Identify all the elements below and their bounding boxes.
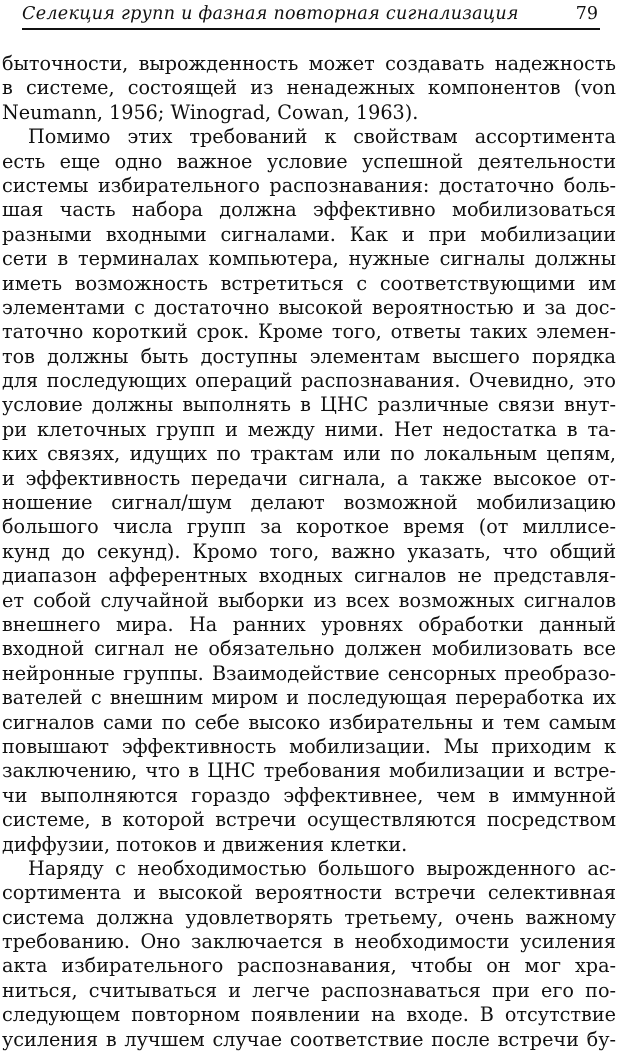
text-line: сети в терминалах компьютера, нужные сигналы должны xyxy=(2,247,616,271)
text-line: ет собой случайной выборки из всех возможных сигналов xyxy=(2,588,616,612)
text-line: Neumann, 1956; Winograd, Cowan, 1963). xyxy=(2,100,419,124)
text-line: акта избирательного распознавания, чтобы он мог хра- xyxy=(2,954,616,978)
text-line: Наряду с необходимостью большого вырожденного ас- xyxy=(28,856,616,880)
text-line: таточно короткий срок. Кроме того, ответы таких элемен- xyxy=(2,320,616,344)
text-line: ношение сигнал/шум делают возможной мобилизацию xyxy=(2,491,616,515)
text-line: Помимо этих требований к свойствам ассортимента xyxy=(28,125,616,149)
text-line: системы избирательного распознавания: достаточно боль- xyxy=(2,173,616,197)
text-line: иметь возможность встретиться с соответствующими им xyxy=(2,271,616,295)
text-line: следующем повторном появлении на входе. В отсутствие xyxy=(2,1003,616,1027)
text-line: элементами с достаточно высокой вероятностью и за дос- xyxy=(2,295,616,319)
text-line: диапазон афферентных входных сигналов не представля- xyxy=(2,564,616,588)
text-line: тов должны быть доступны элементам высшего порядка xyxy=(2,344,616,368)
text-line: и эффективность передачи сигнала, а также высокое от- xyxy=(2,466,616,490)
text-line: нейронные группы. Взаимодействие сенсорных преобразо- xyxy=(2,661,616,685)
text-line: в системе, состоящей из ненадежных компонентов (von xyxy=(2,76,616,100)
running-title: Селекция групп и фазная повторная сигнализация xyxy=(22,4,519,24)
text-line: большого числа групп за короткое время (от миллисе- xyxy=(2,515,616,539)
text-line: усиления в лучшем случае соответствие после встречи бу- xyxy=(2,1027,616,1051)
text-line: сигналов сами по себе высоко избирательны и тем самым xyxy=(2,710,616,734)
text-line: шая часть набора должна эффективно мобилизоваться xyxy=(2,198,616,222)
text-line: разными входными сигналами. Как и при мобилизации xyxy=(2,222,616,246)
text-line: требованию. Оно заключается в необходимости усиления xyxy=(2,930,616,954)
text-line: система должна удовлетворять третьему, очень важному xyxy=(2,905,616,929)
body-text xyxy=(2,52,616,1052)
text-line: ниться, считываться и легче распознаваться при его по- xyxy=(2,978,616,1002)
running-head xyxy=(22,2,600,30)
text-line: быточности, вырожденность может создавать надежность xyxy=(2,52,616,75)
text-line: кунд до секунд). Кромо того, важно указать, что общий xyxy=(2,539,616,563)
text-line: входной сигнал не обязательно должен мобилизовать все xyxy=(2,637,616,661)
page-number: 79 xyxy=(575,4,598,24)
text-line: условие должны выполнять в ЦНС различные связи внут- xyxy=(2,393,616,417)
text-line: внешнего мира. На ранних уровнях обработки данный xyxy=(2,612,616,636)
text-line: сортимента и высокой вероятности встречи селективная xyxy=(2,881,616,905)
text-line: чи выполняются гораздо эффективнее, чем в иммунной xyxy=(2,783,616,807)
text-line: ких связях, идущих по трактам или по локальным цепям, xyxy=(2,442,616,466)
text-line: ри клеточных групп и между ними. Нет недостатка в та- xyxy=(2,417,616,441)
text-line: для последующих операций распознавания. Очевидно, это xyxy=(2,369,616,393)
text-line: повышают эффективность мобилизации. Мы приходим к xyxy=(2,734,616,758)
text-line: системе, в которой встречи осуществляются посредством xyxy=(2,808,616,832)
text-line: вателей с внешним миром и последующая переработка их xyxy=(2,686,616,710)
text-line: есть еще одно важное условие успешной деятельности xyxy=(2,149,616,173)
text-line: диффузии, потоков и движения клетки. xyxy=(2,832,408,856)
text-line: заключению, что в ЦНС требования мобилизации и встре- xyxy=(2,759,616,783)
